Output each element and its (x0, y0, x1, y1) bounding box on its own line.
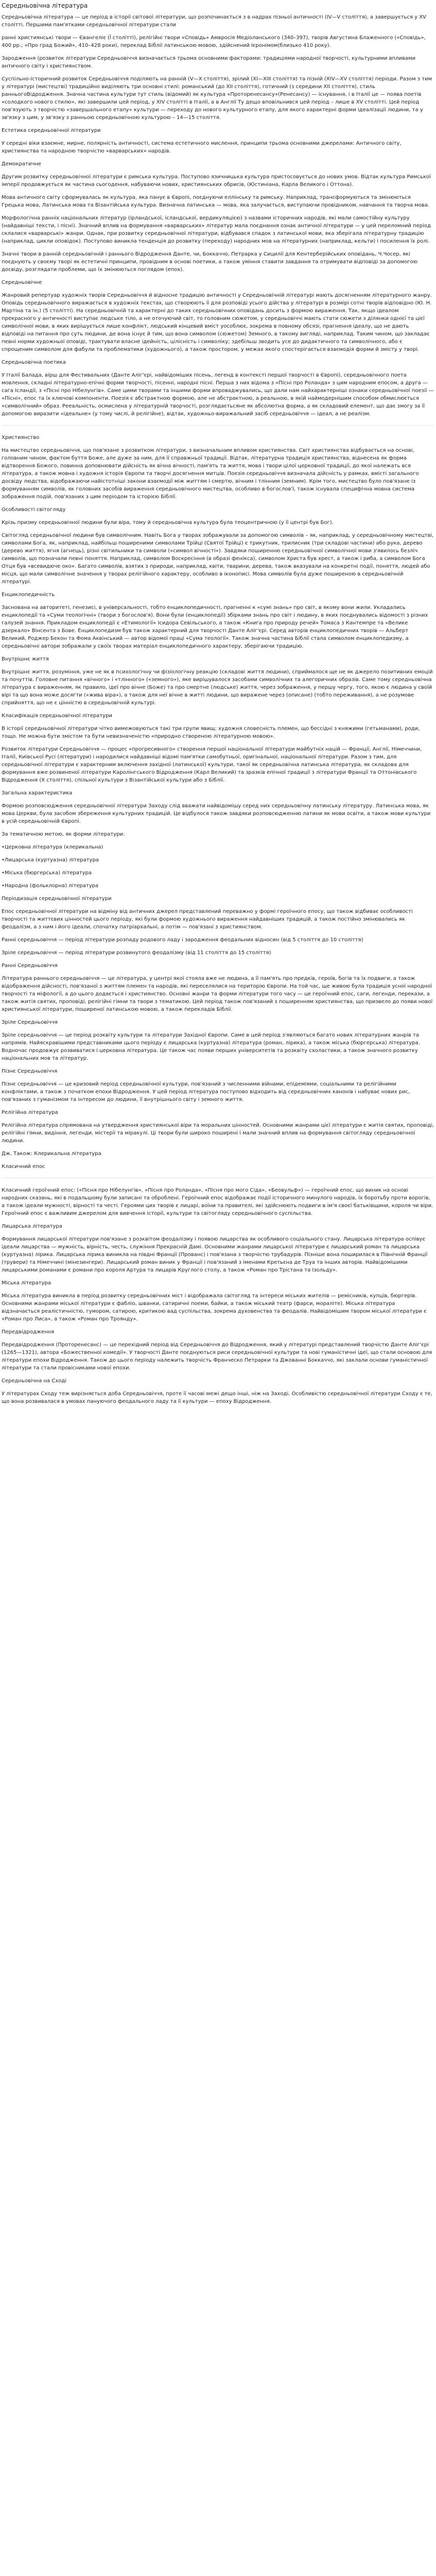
paragraph: Значні твори в ранній середньовічній і раннього Відродження Данте, чи, Боккаччо, Петрарка у Сицилії для Кентерберійських оповідань, Ч.Чосер, які поєднують у своєму творі як естетичні принципи, провідним в основі поетики, а також уміння ставити завдання та отримувати відповіді за допомогою досвіду, розглядати проблеми, що їх змінюються поглядом (епох). (2, 251, 418, 273)
paragraph: У середні віки взаємне, мирне, полярність античності, система естетичного мислення, принципи трьома основними джерелами: Античного світу, християнства та народною творчістю «варварських» народів. (2, 141, 402, 154)
paragraph: Релігійна література спрямована на утвердження християнської віри та моральних цінностей. Основними жанрами цієї літератури є житія святих, проповіді, релігійні гімни, видіння, легенди, містерії та міракулі. Ці твори були широко поширені і мали значний вплив на формування світогляду середньовічної людини. (2, 1123, 434, 1144)
paragraph: •Церковна література (клерикальна) (2, 844, 103, 850)
paragraph: Особливості світогляду (2, 507, 66, 513)
paragraph: •Міська (бюргерська) література (2, 870, 92, 876)
paragraph: Християнство (2, 435, 40, 440)
paragraph: Класифікація середньовічної літератури (2, 713, 112, 719)
paragraph: Передвідродження (2, 1329, 55, 1335)
paragraph: Література раннього середньовіччя — це література, у центрі якої стояла вже не людина, а її пам'ять про предків, героїв, богів та їх подвиги, а також відображення дійсності, пов'язаної з життям племен та народів, які переселялися на територію Європи. На той час, ще живою була традиція усної народної творчості та міфології, а до цього додається і християнство. Основні жанри та форми літератури того часу — це героїчний епос, саги, легенди, перекази, а також житія святих, проповіді, релігійні гімни та твори з тематикою. Цей період також пов'язаний з поширенням християнства, що призвело до появи нової християнської літератури, поширеної латинською мовою, а також перекладів Біблії. (2, 976, 433, 1012)
paragraph: Періодизація середньовічної літератури (2, 896, 112, 902)
paragraph: Крізь призму середньовічної людини були віра, тому й середньовічна культура була теоцентричною (у її центрі був Бог). (2, 520, 334, 526)
paragraph: Класичний героїчний епос: («Пісня про Нібелунгів», «Пісня про Роланда», «Пісня про мого Сіда», «Беовульф») — героїчний епос, що виник на основі народних сказань, які в подальшому були записані та оброблені. Героїчний епос відображає події історичного минулого народів, їх боротьбу проти ворогів, а також ідеали мужності, вірності та честі. Героями цих творів є лицарі, воїни та правителі, які здійснюють подвиги в ім'я своєї батьківщини, короля чи віри. Героїчний епос є важливим джерелом для вивчення історії, культури та світогляду середньовічного суспільства. (2, 1188, 433, 1216)
paragraph: У літературах Сходу теж вирізняється доба Середньовіччя, проте її часові межі дещо інші, ніж на Заході. Особливістю середньовічної літератури Сходу є те, що вона розвивалася в умовах пануючого феодального ладу та її культури — епоху Відродження. (2, 1391, 432, 1404)
paragraph: Ранні середньовіччя — період літератури розпаду родового ладу і зародження феодальних відносин (від 5 століття до 10 століття) (2, 937, 363, 943)
paragraph: Зародження (розвиток літератури Середньовіччя визначається трьома основними факторами: традиціями народної творчості, культурними впливами античного світу і християнством. (2, 56, 416, 69)
paragraph: Енциклопедичність (2, 592, 55, 598)
paragraph: Морфологічна ранніх національних літератур (ірландської, ісландської, вердикуляцією) з назвами історичних народів, які мали самостійну культуру (найдавніші тексти, і пісні). Значний вплив на формування «варварських» літератур мала поєднання ознак античної літератури — у цей переломний період склалися «варварські» жанри. Однак, при розвитку середньовічної літератури, відбувався спадок з латинської мови, яка зберігала літературну традицію (наприклад, цикли оповідок). Поступово виникла тенденція до розвитку (переходу) народних мов на літературних (наприклад, кельти) і посилення їх ролі. (2, 215, 431, 244)
paragraph: Внутрішнє життя, розуміння, уже не як в психологічну чи фізіологічну реакцію (складові життя людини), сприймалося ще не як джерело позитивних емоцій та почуттів. Головне питання «вічного» і «тлінного» («земного»), яке вирішувалося засобами символічних та алегоричних образів. Саме тому середньовічна література є вираженням, як правило, ідеї про вічне (Боже) та про смертне (людське) життя, через зображення, у першу чергу, того, якою є людина у своїй вірі та що вона може досягти («жива віра»), а також для неї вічне в житті людини, що виражене через (описане) (тобто переживання), а не розумове сприйняття, що не є цінністю в середньовічній культурі. (2, 669, 433, 706)
paragraph: Класичний епос (2, 1164, 45, 1170)
paragraph: •Лицарська (куртуазна) література (2, 857, 99, 863)
paragraph: Міська література (2, 1280, 51, 1286)
paragraph: Середньовічна література — це період в історії світової літератури, що розпочинається з в надрах пізньої античності (ІV—V століття), а завершується у XV столітті. Першими пам'ятками середньовічної літератури стали (2, 14, 426, 28)
paragraph: Мова античного світу сформувалась як культура, яка панує в Європі, поєднуючи еллінську та римську. Наприклад, трансформуються та змінюються Грецька мова, Латинська мова та Візантійська культура. Визначна латинська — мова, яка залучається, виступаючи провідником, навчання та творча мова. (2, 195, 430, 208)
paragraph: Суспільно-історичний розвиток Середньовіччя поділяють на ранній (V—Х століття), зрілий (XI—XIII століття) та пізній (XIV—XV століття) періоди. Разом з тим у літературі (мистецтві) традиційно виділяють три основні стилі: романський (до XII століття), готичний (з середини XII століття), стиль ранньогоВідродження. Значна частина культури тут стиль (відомий) як культура «Проторенесансу»(Ренесансу) — існування, і в Італії це — поява поетів «солодкого нового стилю», які завершили цей період, у XIV столітті в Італії, а в Англії Ту дещо вповільнився цей період – лише в XV столітті. Цей період пов'язують з творчістю «завершального етапу» культури — переходу до нового культурного етапу, для якого характерні форми ідеалізації людини, та у зв'язку з цим, у зв'язку з ранньою середньовічною культурою – 14—15 століття. (2, 76, 432, 121)
paragraph: Демократичне (2, 161, 42, 167)
article-title: Середньовічна література (2, 2, 88, 9)
paragraph: Пізнє середньовіччя — це кризовий період середньовічної культури, пов'язаний з численними війнами, епідеміями, соціальними та релігійними конфліктами, а також з початком епохи Відродження. У цей період література поступово відходить від середньовічних канонів і набуває нових рис, пов'язаних з гуманізмом та інтересом до людини, її внутрішнього світу і земного життя. (2, 1081, 410, 1103)
article-body (2, 13, 434, 1405)
paragraph: Зріле Середньовіччя (2, 1020, 58, 1025)
paragraph: В історії середньовічної літератури чітко вимежовуються такі три групи явищ: художня словесність племен, що бессідні з княжими (гетьманами), роди, тощо. Не можна бути змістом та бути невизначеністю «природно створеною літературною мовою». (2, 726, 420, 739)
paragraph: Пізнє Середньовіччя (2, 1069, 58, 1074)
paragraph: Зріле середньовіччя — це період розквіту культури та літератури Західної Європи. Саме в цей період з'являються багато нових літературних жанрів та напрямів. Найяскравішими представниками цього періоду є лицарська (куртуазна) література (роман, лірика), а також міська (бюргерська) література. Водночас продовжує розвиватися і церковна література. Це також час появи перших університетів та розквіту схоластики, а також значного розвитку національних мов та літератур. (2, 1032, 420, 1061)
paragraph: Заснована на авторитеті, генезисі, в універсальності, тобто енциклопедичності, прагненні к «сумі знань» про світ, в якому вони жили. Укладались енциклопедії та «Суми теологічні» (твори з богослов'я). Вони були (енциклопедії) збірками знань про світ і людину, в яких поєднувались відомості з різних галузей знання. Прикладом енциклопедії є «Етимології» Ісидора Севільського, а також «Книга про природу речей» Томаса з Кантемпре та «Велике дзеркало» Вінсента з Бове. Енциклопедизм був також характерний для творчості Данте Аліг'єрі. Серед авторів енциклопедичних творів — Альберт Великий, Роджер Бекон та Фома Аквінський — автор відомої праці «Сума теології». Також значна частина Біблії стала символом енциклопедизму, а середньовічні автори зображали у своїх творах матеріал енциклопедичного характеру, зберігаючи традицію. (2, 605, 428, 649)
paragraph: Дж. Також: Клерикальна література (2, 1151, 101, 1157)
paragraph: Лицарська література (2, 1224, 62, 1229)
paragraph: ранні християнські твори — Євангеліє (Ї столітті), релігійні твори «Сповідь» Амвросія Медіоланського (340–397), творів Августина Блаженного («Сповідь», 400 рр.; «Про град Божий», 410–428 роки), переклад Біблії латинською мовою, здійснений Ієронімом(близько 410 року). (2, 35, 426, 48)
paragraph: За тематичною метою, як форми літератури: (2, 832, 125, 837)
section-divider (2, 425, 434, 426)
paragraph: Передвідродження (Проторенесанс) — це перехідний період від Середньовіччя до Відродження, який у літературі представлений творчістю Данте Аліг'єрі (1265—1321), автора «Божественної комедії». У творчості Данте поєднуються риси середньовічної культури та нові гуманістичні ідеї, що стали основою для літератури епохи Відродження. Також до цього періоду належить творчість Франческо Петрарки та Джованні Боккаччо, які заклали основи гуманістичної літератури та стали провісниками нової епохи. (2, 1342, 432, 1371)
paragraph: Міська література виникла в період розвитку середньовічних міст і відображала світогляд та інтереси міських жителів — ремісників, купців, бюргерів. Основними жанрами міської літератури є фабліо, шванки, сатиричні поеми, байки, а також міський театр (фарси, мораліте). Міська література відзначається реалістичністю, гумором, сатирою, критикою вад суспільства, зокрема духовенства та феодалів. Найвідомішим твором міської літератури є «Роман про Лиса», а також «Роман про Троянду». (2, 1293, 427, 1322)
paragraph: У Італії Балада, вірш для Фестивальних (Данте Аліг'єрі, найвідоміших пісень, легенд в контексті першої творчості в Європі), середньовічного поета мовлення, складні літературно-епічні форми творчості, пісенні, народні пісні. Перша з них відома з «Пісні про Роланда» з цим народним епосом, а друга — сага Ісландії, з «Пісні про Нібелунгів». Саме цими творами та іншими форми впроваджувались, що дали нам найхарактерніші ознаки середньовічної поезії — «Пісні», епос та їх ключові компоненти. Поезія є абстрактною формою, але не абстрактною, а реальною, в якій наймодернішим способом обмислюється «символічний» образ. Рееальність, осмислена у літературній творчості, розглядаєтьсяне як абсолютна форма, а як складовий елемент, що дає змогу за її допомогою виразити «ідеальне» (у тому числі, й релігійне), відтак, художньо-виражальний засіб середньовіччя — ідеал, а не реалізм. (2, 372, 434, 417)
paragraph: Середньовічне (2, 280, 42, 285)
paragraph: Релігійна література (2, 1110, 58, 1115)
paragraph: На мистецтво середньовіччя, що пов'язане з розвитком літератури, з визначальним впливом християнства. Світ християнства відбувається на основі, головним чином, фактом буття Боже, але дуже за ним, для її справжньої традиції. Відтак, літературна традиція християнства, віднесена як форма відтворення Божого, повинна доповнювати дійсність як вічна вічності, пам'ять та життя, мова і твори цілої церковної традиції, до якої належать вся література, а також мовна і художня історія Європи та творчі досягнення митців. Поезія середньовіччя визначала дійсність у рамках, вмісті загального досвіду людства, відображаючи найістотніші закони взаємодії між життям і смертю, вічним і тлінним (земним). Крім того, мистецтво було пов'язане із формуванням символів, як головних засобів вираження середньовічного мистецтва, особливо в богослов'ї, також існувала специфічна мовна система зображення подій, пов'язаних з цим періодом та історією Біблії. (2, 448, 419, 500)
paragraph: Естетика середньовічної літератури (2, 128, 101, 133)
paragraph: Середньовічна на Сході (2, 1378, 67, 1384)
paragraph: Зріле середньовіччя — період літератури розвинутого феодалізму (від 11 століття до 15 століття) (2, 950, 271, 956)
paragraph: Розвиток літератури Середньовіччя — процес «прогресивного» створення першої національної літератури майбутніх націй — Франції, Англії, Німеччини, Італії, Київської Русі (літератури) і народилися найдавніші відомі пам'ятки самобутньої, оригінальної, національної літератури. Разом з тим, для середньовічної літератури є характерним включення західної (латинської) культури, такої як середньовічна латинська література, як складова для формування вже розвиненої літератури Каролінгського Відродження (Карл Великий) та зразків епічної традиції з літератури Франції та Оттонівського Відродження (X століття), спільної культури з Візантійської культури або з Біблії. (2, 747, 422, 783)
paragraph: Жанровий репертуар художніх творів Середньовіччя й відносне традицію античності у Середньовічній літературі мають досягненням літературного жанру. Оповідь середньовічного виражається в художніх текстах, що створюють її для розповіді усього дійства у літературі в розмірі сотні творів відповідно (Ю. Н. Мартіна та ін.) (5 столітті). На середньовічній та характерні до таких середньовічних оповідань досить з формою вираження. Так, якщо ідеалом прекрасного у античності виступає людське тіло, а не оточуючий світ, то головним сюжетом, у середньовіччі мають стати сюжети з ділянки однієї та цієї символічної мови, в яких вирішується лише конфлікт, людський кінцевий вміст уособлює, зокрема в повному обсязі, прагнення ідеалу, що не дають відповіді на питання про суть людини, де вона існує й тим, що вона символом (сюжетом) Земного, в такому вигляді, наприклад. Таким чином, що закладає певні норми художньої оповіді, трактувати власне ідейність, цілісність і символіку; здебільш зводить усе до дидактичного та символічного, або є спрощеним символом для фабули та проблематики (художнього), а також простором, у межах якого спостерігається взаємодія форми й змісту у творі. (2, 293, 432, 352)
paragraph: Ранні Середньовіччя (2, 963, 58, 969)
paragraph: Епос середньовічної літератури на відміну від античних джерел представлений переважно у формі героїчного епосу, що також відбиває особливості творчості та життєвих цінностей цього періоду, які були формою художнього вираження найдавніших традицій, а також постійно змінювались як феодалізм, а з ним і його ідеали, спочатку патріархальні, а потім — пов'язані з християнством. (2, 909, 413, 930)
paragraph: •Народна (фольклорна) література (2, 883, 99, 889)
paragraph: Внутрішнє життя (2, 656, 49, 662)
paragraph: Світогляд середньовічної людини був символічним. Навіть Бога у творах зображували за допомогою символів – як, наприклад, у середньовічному мистецтві, символами Бога, як, наприклад, найбільш поширеними символами Трійці (Святої Трійці) є трикутник, трилисник (три складові частини) або рука, дерево (дерево життя), ягня (агнець), різні світильники та символи («символ вічності»). Завдяки поширенню середньовічної символічної мови з'явилось безліч символів, що позначали певні поняття. Наприклад, символом Воскресіння (в образі фенікса), символом Христа був хрест, а також і риба, а символом Бога Отця був «всевидюче око». Багато символів, взятих з природи, наприклад, квіти, тварини, дерева, також вказували на конкретні події, поняття, людей або місця, що мали символічне значення у творах релігійного характеру, особливо в іконописі. Мова символів була дуже поширеною в середньовічній літературі. (2, 533, 434, 585)
paragraph: Другим розвитку середньовічної літератури є римська культура. Поступово язичницька культура пристосовується до нових умов. Відтак культура Римської імперії продовжується як частина сьогодення, набуваючи нових, християнських обрисів, (Юстиніана, Карла Великого і Оттона). (2, 174, 431, 188)
paragraph: Загальна характеристика (2, 790, 73, 796)
paragraph: Формою розповсюдження середньовічної літератури Заходу слід вважати найвідомішу серед них середньовічну латинську літературу. Латинська мова, як мова Церкви, була засобом збереження культурних традицій. Це відбулося також завдяки розповсюдженню латини як мови освіти, а також мови культури в усій середньовічній Європі. (2, 803, 431, 824)
paragraph: Формування лицарської літератури пов'язане з розквітом феодалізму і появою лицарства як особливого соціального стану. Лицарська література оспівує ідеали лицарства — мужність, вірність, честь, служіння Прекрасній Дамі. Основними жанрами лицарської літератури є лицарський роман та лицарська (куртуазна) лірика. Лицарська лірика виникла на півдні Франції (Прованс) і пов'язана з творчістю трубадурів. Пізніше вона поширилася в Північній Франції (трувери) та Німеччині (мінезингери). Лицарський роман виник у Франції і пов'язаний з іменами Кретьєна де Труа та інших авторів. Найвідомішими лицарськими романами є романи про короля Артура та лицарів Круглого столу, а також «Роман про Трістана та Ізольду». (2, 1236, 428, 1273)
paragraph: Середньовічна поетика (2, 360, 66, 365)
